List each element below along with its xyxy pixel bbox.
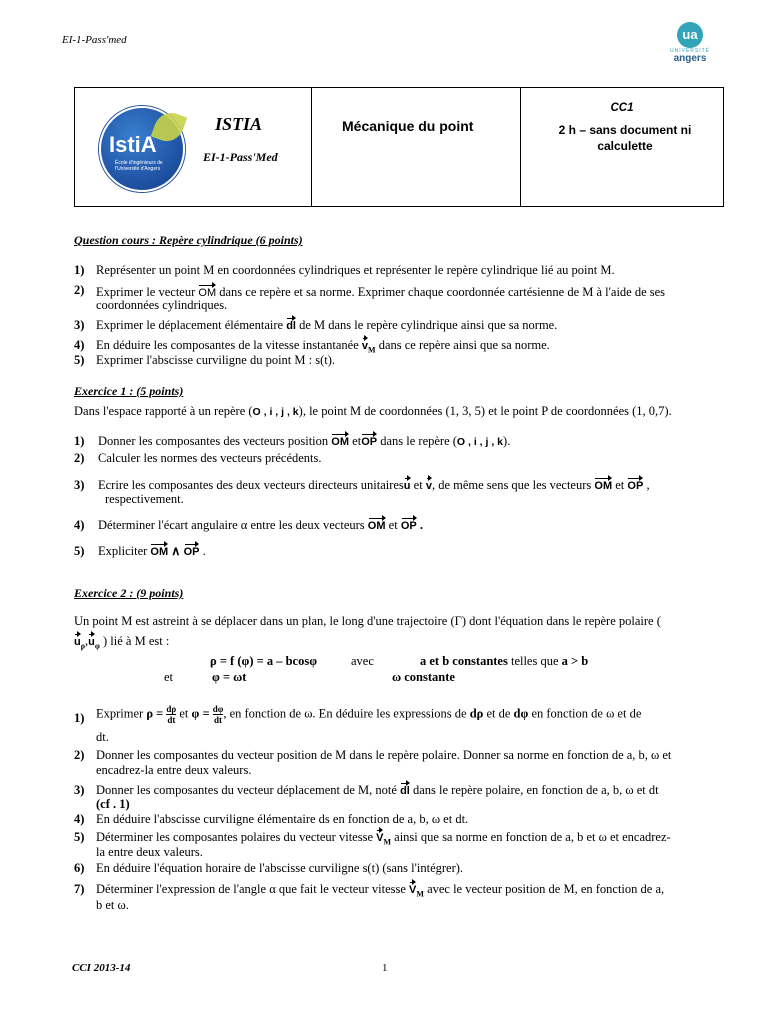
ex1-item-3-cont: respectivement. — [105, 492, 184, 506]
ex1-intro: Dans l'espace rapporté à un repère (O , i , j , k), le point M de coordonnées (1, 3, 5) et le point P de coordonnées (1, 0,7). — [74, 404, 672, 418]
ex1-item-2: Calculer les normes des vecteurs précédents. — [98, 451, 322, 465]
ex1-item-1: Donner les composantes des vecteurs position OM etOP dans le repère (O , i , j , k). — [98, 434, 511, 448]
ex2-item-1-cont: dt. — [96, 730, 109, 744]
istia-logo — [99, 106, 185, 192]
page-number: 1 — [382, 962, 388, 974]
vector-vm: v — [362, 336, 368, 354]
exam-info-cell — [521, 88, 724, 207]
item-number: 2) — [74, 748, 85, 762]
item-number: 4) — [74, 338, 85, 352]
ex2-item-6: En déduire l'équation horaire de l'abscisse curviligne s(t) (sans l'intégrer). — [96, 861, 464, 875]
ex1-item-4: Déterminer l'écart angulaire α entre les deux vecteurs OM et OP . — [98, 518, 423, 532]
exam-code: CC1 — [610, 102, 634, 114]
running-header: EI-1-Pass'med — [62, 34, 127, 46]
school-name: ISTIA — [215, 114, 263, 134]
item-number: 1) — [74, 711, 85, 725]
school-cell — [75, 88, 312, 207]
ex2-item-3: Donner les composantes du vecteur déplacement de M, noté dl dans le repère polaire, en fonction de a, b, ω et dt — [96, 783, 659, 797]
et-label: et — [164, 670, 174, 684]
cours-item-1: Représenter un point M en coordonnées cylindriques et représenter le repère cylindrique lié au point M. — [96, 263, 615, 277]
item-number: 1) — [74, 434, 85, 448]
ex2-item-1: Exprimer ρ = $\frac{d\rho}{dt}$ et φ = $\frac{d\varphi}{dt}$ , en fonction de ω. En déduire les expressions de dρ et de dφ en fonction de ω et de — [96, 704, 642, 725]
item-number: 1) — [74, 263, 85, 277]
item-number: 6) — [74, 861, 85, 875]
cours-item-4: En déduire les composantes de la vitesse instantanée $v_M$ dans ce repère ainsi que sa norme. — [96, 338, 550, 355]
item-number: 5) — [74, 830, 85, 844]
cours-item-2-cont: coordonnées cylindriques. — [96, 298, 228, 312]
ua-logo-mark: ua — [677, 22, 703, 48]
ex2-intro-1: Un point M est astreint à se déplacer dans un plan, le long d'une trajectoire (Γ) dont l'équation dans le repère polaire ( — [74, 614, 661, 628]
cours-item-3: Exprimer le déplacement élémentaire dl de M dans le repère cylindrique ainsi que sa norme. — [96, 318, 558, 332]
item-number: 3) — [74, 783, 85, 797]
subject-cell — [312, 88, 521, 207]
item-number: 2) — [74, 283, 85, 297]
ex2-item-7: Déterminer l'expression de l'angle α que fait le vecteur vitesse $V_M$ avec le vecteur position de M, en fonction de a, — [96, 882, 665, 899]
condition-omega: ω constante — [392, 670, 455, 684]
frame-oijk: O , i , j , k — [252, 406, 299, 418]
ex2-heading: Exercice 2 : (9 points) — [74, 586, 184, 600]
condition-ab: a et b constantes telles que a > b — [420, 654, 589, 668]
cours-heading: Question cours : Repère cylindrique (6 points) — [74, 233, 303, 247]
ex2-item-5: Déterminer les composantes polaires du vecteur vitesse $V_M$ ainsi que sa norme en fonction de a, b et ω et encadrez- — [96, 830, 671, 847]
item-number: 5) — [74, 544, 85, 558]
item-number: 3) — [74, 478, 85, 492]
item-number: 4) — [74, 518, 85, 532]
equation-phi: φ = ωt — [212, 670, 247, 684]
ex1-item-3: Ecrire les composantes des deux vecteurs directeurs unitairesu et v, de même sens que les vecteurs OM et OP , — [98, 478, 650, 492]
ex2-item-3-cont: (cf . 1) — [96, 797, 130, 811]
avec-label: avec — [351, 654, 374, 668]
item-number: 5) — [74, 353, 85, 367]
item-number: 7) — [74, 882, 85, 896]
ua-logo-name: angers — [673, 53, 707, 64]
ex2-item-7-cont: b et ω. — [96, 898, 129, 912]
item-number: 4) — [74, 812, 85, 826]
ua-logo-small-text: UNIVERSITÉ — [669, 48, 710, 54]
ex2-item-2: Donner les composantes du vecteur position de M dans le repère polaire. Donner sa norme en fonction de a, b, ω et — [96, 748, 672, 762]
item-number: 3) — [74, 318, 85, 332]
ex2-item-2-cont: encadrez-la entre deux valeurs. — [96, 763, 252, 777]
ex2-item-5-cont: la entre deux valeurs. — [96, 845, 203, 859]
cours-item-5: Exprimer l'abscisse curviligne du point M : s(t). — [96, 353, 336, 367]
subject-title: Mécanique du point — [342, 118, 474, 134]
ex1-item-5: Expliciter OM ∧ OP . — [98, 544, 206, 558]
program-name: EI-1-Pass'Med — [203, 150, 278, 164]
footer-label: CCI 2013-14 — [72, 962, 131, 974]
ex1-heading: Exercice 1 : (5 points) — [74, 384, 184, 398]
exam-conditions: 2 h – sans document ni calculette — [558, 123, 692, 153]
equation-rho: ρ = f (φ) = a – bcosφ — [210, 654, 318, 668]
vector-dl: dl — [286, 316, 296, 334]
istia-logo-text: IstiA — [109, 132, 157, 157]
university-logo — [662, 22, 718, 63]
vector-om: OM — [198, 283, 216, 301]
istia-logo-subtext: École d'ingénieurs de l'Université d'Angers — [115, 160, 163, 172]
cours-item-2: Exprimer le vecteur OM dans ce repère et sa norme. Exprimer chaque coordonnée cartésienne de M à l'aide de ses — [96, 285, 666, 299]
item-number: 2) — [74, 451, 85, 465]
ex2-item-4: En déduire l'abscisse curviligne élémentaire ds en fonction de a, b, ω et dt. — [96, 812, 469, 826]
exam-title-box — [74, 87, 724, 207]
ex2-intro-2: $u_\rho,u_\varphi$ ) lié à M est : — [74, 634, 170, 651]
